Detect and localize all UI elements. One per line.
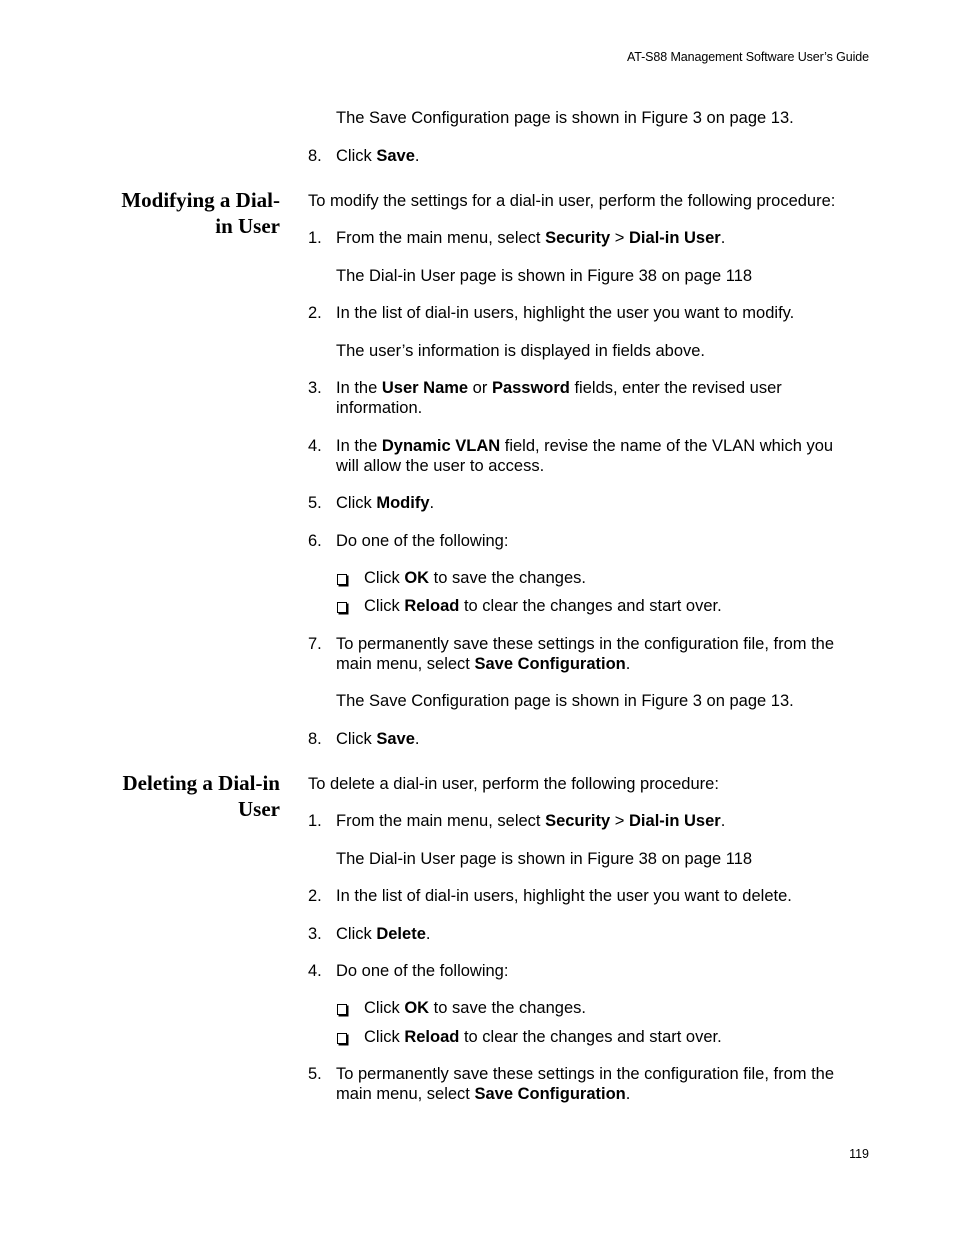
- step-number: 2.: [308, 887, 322, 905]
- step-number: 1.: [308, 812, 322, 830]
- section-heading-modify: Modifying a Dial- in User: [121, 188, 280, 238]
- step-text: Click Save.: [336, 147, 420, 165]
- step-number: 8.: [308, 730, 322, 748]
- step-number: 5.: [308, 494, 322, 512]
- step-number: 8.: [308, 147, 322, 165]
- step-number: 3.: [308, 925, 322, 943]
- step-note: The user’s information is displayed in fields above.: [336, 342, 706, 360]
- step-text: In the list of dial-in users, highlight the user you want to delete.: [336, 887, 792, 905]
- step-number: 2.: [308, 304, 322, 322]
- checkbox-bullet-icon: [337, 1033, 347, 1044]
- step-text: To permanently save these settings in the configuration file, from the main menu, select Save Configuration.: [336, 1065, 835, 1103]
- step-number: 3.: [308, 379, 322, 397]
- section-intro: To delete a dial-in user, perform the following procedure:: [308, 775, 719, 793]
- save-config-note: The Save Configuration page is shown in Figure 3 on page 13.: [336, 109, 794, 127]
- option-text: Click Reload to clear the changes and start over.: [364, 597, 722, 615]
- checkbox-bullet-icon: [337, 1004, 347, 1015]
- step-note: The Dial-in User page is shown in Figure 38 on page 118: [336, 850, 753, 868]
- step-number: 1.: [308, 229, 322, 247]
- step-number: 6.: [308, 532, 322, 550]
- step-text: In the list of dial-in users, highlight the user you want to modify.: [336, 304, 795, 322]
- step-number: 7.: [308, 635, 322, 653]
- step-text: From the main menu, select Security > Dial-in User.: [336, 812, 726, 830]
- page-number: 119: [849, 1147, 869, 1161]
- step-text: In the User Name or Password fields, enter the revised user information.: [336, 379, 782, 417]
- step-text: Click Delete.: [336, 925, 431, 943]
- step-text: To permanently save these settings in the configuration file, from the main menu, select Save Configuration.: [336, 635, 835, 673]
- option-text: Click OK to save the changes.: [364, 569, 586, 587]
- section-heading-delete: Deleting a Dial-in User: [122, 771, 280, 821]
- step-number: 5.: [308, 1065, 322, 1083]
- step-number: 4.: [308, 962, 322, 980]
- step-note: The Dial-in User page is shown in Figure 38 on page 118: [336, 267, 753, 285]
- step-text: In the Dynamic VLAN field, revise the name of the VLAN which you will allow the user to access.: [336, 437, 834, 475]
- step-number: 4.: [308, 437, 322, 455]
- step-text: From the main menu, select Security > Dial-in User.: [336, 229, 726, 247]
- option-text: Click Reload to clear the changes and start over.: [364, 1028, 722, 1046]
- step-text: Click Save.: [336, 730, 420, 748]
- checkbox-bullet-icon: [337, 574, 347, 585]
- checkbox-bullet-icon: [337, 602, 347, 613]
- step-text: Click Modify.: [336, 494, 435, 512]
- step-text: Do one of the following:: [336, 532, 509, 550]
- option-text: Click OK to save the changes.: [364, 999, 586, 1017]
- section-intro: To modify the settings for a dial-in user, perform the following procedure:: [308, 192, 836, 210]
- running-header: AT-S88 Management Software User’s Guide: [626, 50, 869, 64]
- step-note: The Save Configuration page is shown in Figure 3 on page 13.: [336, 692, 794, 710]
- step-text: Do one of the following:: [336, 962, 509, 980]
